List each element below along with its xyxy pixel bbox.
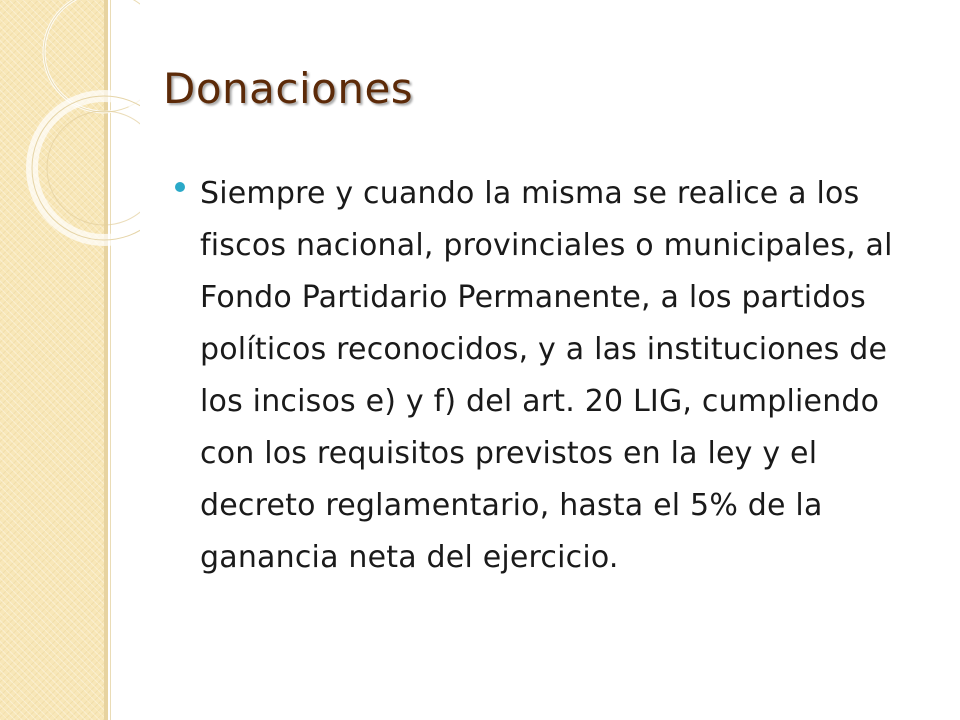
bullet-item [175, 168, 920, 584]
slide-title: Donaciones [163, 64, 414, 113]
slide-body [175, 168, 920, 584]
bullet-text: Siempre y cuando la misma se realice a los fiscos nacional, provinciales o municipales, al Fondo Partidario Permanente, a los partidos políticos reconocidos, y a las instituciones de los incisos e) y f) del art. 20 LIG, cumpliendo con los requisitos previstos en la ley y el decreto reglamentario, hasta el 5% de la ganancia neta del ejercicio. [200, 176, 893, 575]
bullet-icon [175, 182, 185, 192]
decorative-rings [0, 0, 140, 260]
